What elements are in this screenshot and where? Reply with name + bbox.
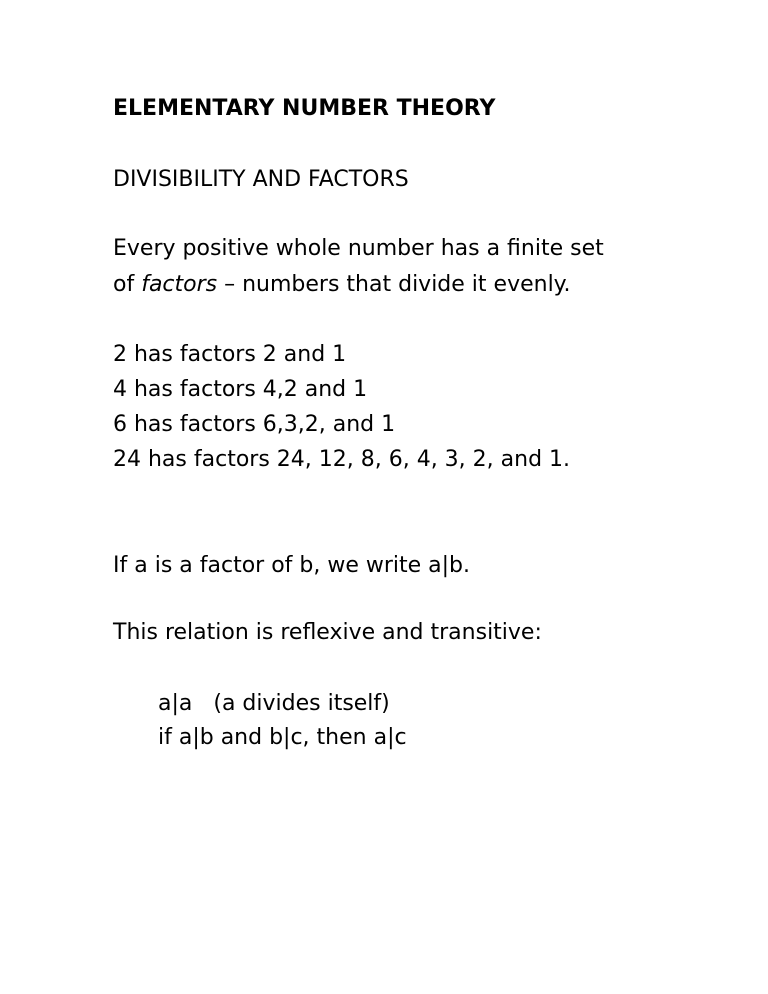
- example-line: 6 has factors 6,3,2, and 1: [113, 412, 396, 437]
- intro-line-2-rest: – numbers that divide it evenly.: [217, 272, 571, 297]
- intro-line-2-prefix: of: [113, 272, 142, 297]
- example-line: 2 has factors 2 and 1: [113, 342, 347, 367]
- factors-term: factors: [141, 272, 218, 297]
- intro-line-2: [113, 271, 571, 299]
- example-line: 4 has factors 4,2 and 1: [113, 377, 368, 402]
- property-line: a|a (a divides itself): [158, 691, 390, 716]
- section-heading: DIVISIBILITY AND FACTORS: [113, 167, 409, 192]
- intro-line-1: Every positive whole number has a finite set: [113, 236, 604, 261]
- page-title: ELEMENTARY NUMBER THEORY: [113, 96, 496, 121]
- notation-line: If a is a factor of b, we write a|b.: [113, 553, 471, 578]
- relation-line: This relation is reflexive and transitive:: [113, 620, 542, 645]
- property-line: if a|b and b|c, then a|c: [158, 725, 407, 750]
- example-line: 24 has factors 24, 12, 8, 6, 4, 3, 2, and 1.: [113, 447, 571, 472]
